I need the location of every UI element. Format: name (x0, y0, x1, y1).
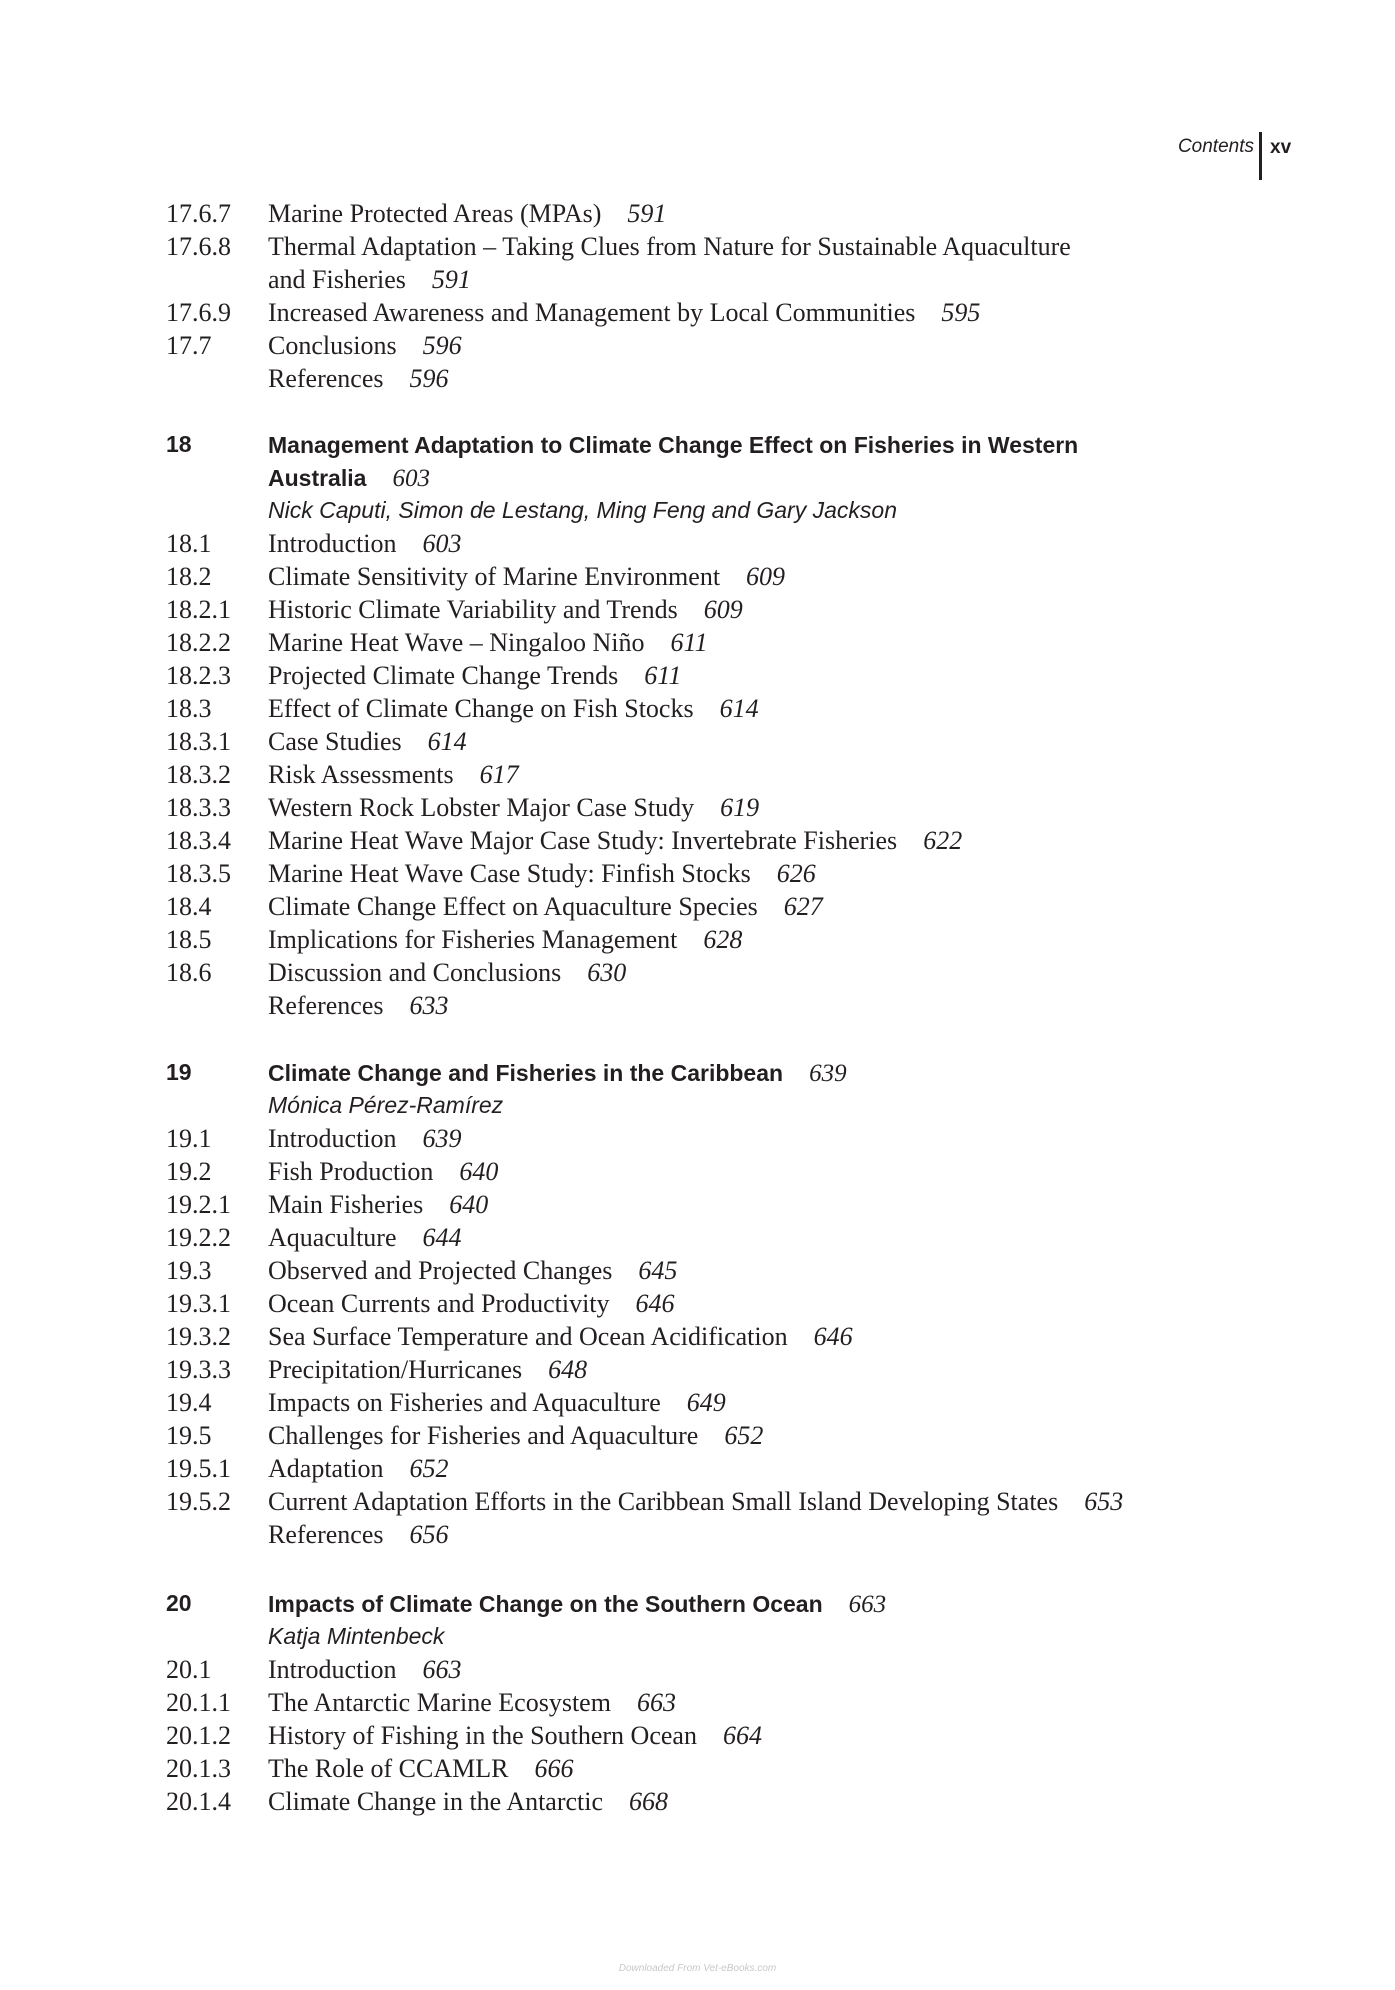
entry-number: 18.6 (166, 958, 212, 987)
entry-title-line (268, 1122, 462, 1155)
entry-title-line (268, 428, 1104, 462)
entry-page-number: 646 (813, 1322, 853, 1351)
toc-entry-row (0, 857, 1395, 890)
entry-page-number: 596 (409, 364, 449, 393)
toc-authors-row (0, 1620, 1395, 1653)
entry-number: 17.7 (166, 331, 212, 360)
entry-title-line (268, 1155, 498, 1188)
entry-page-number: 609 (703, 595, 743, 624)
entry-page-number: 614 (719, 694, 759, 723)
entry-title-line (268, 725, 467, 758)
entry-title: Thermal Adaptation – Taking Clues from Nature for Sustainable Aquaculture (268, 232, 1071, 261)
entry-number: 20.1.3 (166, 1754, 231, 1783)
entry-page-number: 596 (422, 331, 462, 360)
entry-page-number: 639 (809, 1060, 847, 1087)
entry-title: Climate Change in the Antarctic (268, 1787, 604, 1816)
entry-title: Climate Sensitivity of Marine Environment (268, 562, 721, 591)
entry-title-line (268, 1587, 886, 1621)
entry-number: 19.4 (166, 1388, 212, 1417)
entry-title-line (268, 890, 823, 923)
entry-title-line (268, 1056, 847, 1090)
entry-title: References (268, 364, 384, 393)
entry-title-line (268, 1353, 587, 1386)
entry-title: Discussion and Conclusions (268, 958, 562, 987)
entry-title: Climate Change and Fisheries in the Caribbean (268, 1060, 784, 1086)
toc-entry-row (0, 890, 1395, 923)
entry-title-line (268, 1719, 762, 1752)
entry-number: 19.5 (166, 1421, 212, 1450)
entry-number: 18.3.5 (166, 859, 231, 888)
toc-entry-row (0, 1653, 1395, 1686)
entry-page-number: 614 (427, 727, 467, 756)
entry-title: Projected Climate Change Trends (268, 661, 619, 690)
entry-number: 19 (166, 1059, 192, 1085)
entry-number: 19.2.2 (166, 1223, 231, 1252)
toc-entry-row (0, 560, 1395, 593)
entry-page-number: 663 (636, 1688, 676, 1717)
entry-title-line (268, 329, 462, 362)
entry-title: Marine Protected Areas (MPAs) (268, 199, 602, 228)
entry-authors (268, 1089, 529, 1122)
entry-number: 18.3 (166, 694, 212, 723)
entry-title: Australia (268, 465, 367, 491)
entry-title-line (268, 824, 962, 857)
entry-title-line (268, 857, 816, 890)
entry-title: Impacts of Climate Change on the Southern Ocean (268, 1591, 823, 1617)
entry-title: and Fisheries (268, 265, 406, 294)
entry-title: Precipitation/Hurricanes (268, 1355, 523, 1384)
toc-entry-row (0, 1221, 1395, 1254)
entry-page-number: 633 (409, 991, 449, 1020)
entry-title: History of Fishing in the Southern Ocean (268, 1721, 697, 1750)
entry-title: Nick Caputi, Simon de Lestang, Ming Feng and Gary Jackson (268, 497, 897, 523)
entry-title-line (268, 956, 626, 989)
entry-title-line (268, 1452, 449, 1485)
toc-authors-row (0, 1089, 1395, 1122)
running-header (0, 132, 1395, 180)
entry-page-number: 622 (923, 826, 963, 855)
entry-title-line (268, 461, 430, 495)
entry-title-line (268, 560, 785, 593)
entry-title-line (268, 362, 448, 395)
toc-entry-row (0, 725, 1395, 758)
entry-number: 18.3.1 (166, 727, 231, 756)
toc-entry-row (0, 362, 1395, 395)
entry-title-line (268, 230, 1097, 263)
entry-number: 19.5.2 (166, 1487, 231, 1516)
entry-number: 18.2.2 (166, 628, 231, 657)
entry-title-line (268, 1686, 676, 1719)
toc-entry-row (0, 1254, 1395, 1287)
toc-chapter-row (0, 1056, 1395, 1089)
entry-title: Current Adaptation Efforts in the Caribbean Small Island Developing States (268, 1487, 1059, 1516)
entry-number: 18.3.3 (166, 793, 231, 822)
entry-title: Introduction (268, 529, 397, 558)
toc-entry-row (0, 1719, 1395, 1752)
entry-number: 18.3.2 (166, 760, 231, 789)
entry-page-number: 656 (409, 1520, 449, 1549)
entry-title: Management Adaptation to Climate Change Effect on Fisheries in Western (268, 432, 1079, 458)
entry-number: 17.6.7 (166, 199, 231, 228)
toc-entry-row (0, 1386, 1395, 1419)
entry-number: 18 (166, 431, 192, 457)
entry-page-number: 595 (941, 298, 981, 327)
entry-title-line (268, 692, 759, 725)
entry-title: Impacts on Fisheries and Aquaculture (268, 1388, 661, 1417)
entry-number: 18.2.1 (166, 595, 231, 624)
entry-page-number: 611 (644, 661, 682, 690)
entry-title-line (268, 296, 980, 329)
toc-entry-row (0, 1485, 1395, 1518)
entry-title-line (268, 1419, 763, 1452)
entry-title: Observed and Projected Changes (268, 1256, 613, 1285)
entry-title-line (268, 1188, 488, 1221)
toc-authors-row (0, 494, 1395, 527)
entry-title: Case Studies (268, 727, 402, 756)
entry-page-number: 619 (720, 793, 760, 822)
entry-title: References (268, 1520, 384, 1549)
entry-title-line (268, 1485, 1123, 1518)
entry-page-number: 617 (479, 760, 519, 789)
entry-number: 19.3.1 (166, 1289, 231, 1318)
entry-title: Aquaculture (268, 1223, 397, 1252)
entry-title-line (268, 197, 666, 230)
entry-page-number: 668 (629, 1787, 669, 1816)
entry-number: 19.3.2 (166, 1322, 231, 1351)
toc-entry-row (0, 1518, 1395, 1551)
entry-title: Risk Assessments (268, 760, 454, 789)
toc-entry-row (0, 1122, 1395, 1155)
entry-page-number: 591 (431, 265, 471, 294)
toc-entry-row (0, 1320, 1395, 1353)
entry-title: Conclusions (268, 331, 397, 360)
toc-chapter-row (0, 428, 1395, 461)
toc-entry-row (0, 989, 1395, 1022)
entry-title-line (268, 626, 708, 659)
entry-page-number: 663 (848, 1591, 887, 1618)
entry-title-line (268, 1653, 462, 1686)
entry-title: The Antarctic Marine Ecosystem (268, 1688, 611, 1717)
toc-entry-row (0, 659, 1395, 692)
entry-page-number: 630 (587, 958, 627, 987)
toc-entry-row (0, 1785, 1395, 1818)
download-watermark: Downloaded From Vet-eBooks.com (618, 1963, 777, 1974)
entry-title-line (268, 758, 519, 791)
entry-page-number: 666 (534, 1754, 574, 1783)
entry-number: 18.2.3 (166, 661, 231, 690)
toc-entry-row (0, 197, 1395, 230)
toc-entry-row (0, 1419, 1395, 1452)
entry-page-number: 640 (459, 1157, 499, 1186)
toc-entry-row (0, 230, 1395, 263)
toc-entry-row (0, 1287, 1395, 1320)
page-number: xv (1270, 137, 1292, 158)
entry-number: 20.1.2 (166, 1721, 231, 1750)
header-divider (1259, 132, 1262, 180)
entry-title: Challenges for Fisheries and Aquaculture (268, 1421, 699, 1450)
entry-page-number: 645 (638, 1256, 678, 1285)
entry-title-line (268, 923, 742, 956)
entry-page-number: 626 (776, 859, 816, 888)
entry-number: 19.2.1 (166, 1190, 231, 1219)
entry-title: Marine Heat Wave Case Study: Finfish Stocks (268, 859, 751, 888)
running-header-title: Contents (1177, 136, 1254, 157)
toc-entry-row (0, 758, 1395, 791)
entry-number: 19.3 (166, 1256, 212, 1285)
toc-entry-row (0, 329, 1395, 362)
toc-entry-row (0, 1686, 1395, 1719)
entry-title-line (268, 659, 681, 692)
entry-number: 20.1 (166, 1655, 212, 1684)
entry-number: 18.2 (166, 562, 212, 591)
entry-title: Katja Mintenbeck (268, 1623, 445, 1649)
toc-entry-row (0, 1188, 1395, 1221)
entry-title-line (268, 1320, 853, 1353)
entry-page-number: 609 (746, 562, 786, 591)
entry-title: References (268, 991, 384, 1020)
entry-number: 17.6.9 (166, 298, 231, 327)
entry-title-line (268, 1287, 675, 1320)
entry-title-line (268, 263, 471, 296)
entry-number: 18.1 (166, 529, 212, 558)
entry-authors (268, 494, 923, 527)
entry-page-number: 640 (449, 1190, 489, 1219)
toc-entry-row (0, 956, 1395, 989)
toc-entry-row (0, 692, 1395, 725)
entry-title-line (268, 1254, 677, 1287)
entry-page-number: 653 (1084, 1487, 1124, 1516)
entry-title-line (268, 593, 743, 626)
entry-title: Introduction (268, 1655, 397, 1684)
entry-title: Introduction (268, 1124, 397, 1153)
entry-number: 19.1 (166, 1124, 212, 1153)
entry-title: Ocean Currents and Productivity (268, 1289, 610, 1318)
entry-number: 19.2 (166, 1157, 212, 1186)
entry-page-number: 644 (422, 1223, 462, 1252)
toc-entry-row (0, 626, 1395, 659)
entry-title-line (268, 1752, 574, 1785)
entry-title: Marine Heat Wave Major Case Study: Invertebrate Fisheries (268, 826, 898, 855)
entry-page-number: 663 (422, 1655, 462, 1684)
toc-chapter-row (0, 1587, 1395, 1620)
entry-title: Implications for Fisheries Management (268, 925, 678, 954)
entry-title: Historic Climate Variability and Trends (268, 595, 678, 624)
entry-number: 18.3.4 (166, 826, 231, 855)
entry-number: 18.4 (166, 892, 212, 921)
entry-title: Sea Surface Temperature and Ocean Acidification (268, 1322, 788, 1351)
entry-title: Fish Production (268, 1157, 434, 1186)
entry-page-number: 591 (627, 199, 667, 228)
toc-entry-row (0, 824, 1395, 857)
entry-title-line (268, 1221, 462, 1254)
entry-title-line (268, 1785, 668, 1818)
entry-page-number: 652 (409, 1454, 449, 1483)
entry-page-number: 652 (724, 1421, 764, 1450)
entry-title-line (268, 1518, 448, 1551)
entry-title: Western Rock Lobster Major Case Study (268, 793, 695, 822)
toc-entry-row (0, 1353, 1395, 1386)
entry-number: 20.1.1 (166, 1688, 231, 1717)
toc-entry-row (0, 527, 1395, 560)
toc-entry-row (0, 263, 1395, 296)
entry-page-number: 603 (422, 529, 462, 558)
entry-title: Mónica Pérez-Ramírez (268, 1092, 504, 1118)
entry-number: 19.3.3 (166, 1355, 231, 1384)
entry-title-line (268, 527, 462, 560)
entry-page-number: 664 (722, 1721, 762, 1750)
entry-title: Main Fisheries (268, 1190, 424, 1219)
entry-number: 17.6.8 (166, 232, 231, 261)
toc-chapter-row (0, 461, 1395, 494)
entry-page-number: 649 (686, 1388, 726, 1417)
entry-number: 20.1.4 (166, 1787, 231, 1816)
entry-page-number: 628 (703, 925, 743, 954)
entry-page-number: 648 (548, 1355, 588, 1384)
entry-number: 19.5.1 (166, 1454, 231, 1483)
entry-title: Increased Awareness and Management by Local Communities (268, 298, 916, 327)
toc-entry-row (0, 593, 1395, 626)
toc-entry-row (0, 1155, 1395, 1188)
entry-title-line (268, 791, 759, 824)
entry-page-number: 611 (670, 628, 708, 657)
toc-entry-row (0, 923, 1395, 956)
entry-title: The Role of CCAMLR (268, 1754, 509, 1783)
entry-number: 18.5 (166, 925, 212, 954)
toc-entry-row (0, 1452, 1395, 1485)
entry-title: Climate Change Effect on Aquaculture Species (268, 892, 758, 921)
toc-entry-row (0, 791, 1395, 824)
entry-authors (268, 1620, 470, 1653)
entry-page-number: 603 (392, 465, 430, 492)
entry-page-number: 639 (422, 1124, 462, 1153)
toc-entry-row (0, 296, 1395, 329)
entry-title: Marine Heat Wave – Ningaloo Niño (268, 628, 645, 657)
entry-title-line (268, 1386, 726, 1419)
toc-entry-row (0, 1752, 1395, 1785)
entry-title-line (268, 989, 448, 1022)
entry-title: Effect of Climate Change on Fish Stocks (268, 694, 694, 723)
entry-number: 20 (166, 1590, 192, 1616)
entry-title: Adaptation (268, 1454, 384, 1483)
entry-page-number: 627 (783, 892, 823, 921)
entry-page-number: 646 (635, 1289, 675, 1318)
